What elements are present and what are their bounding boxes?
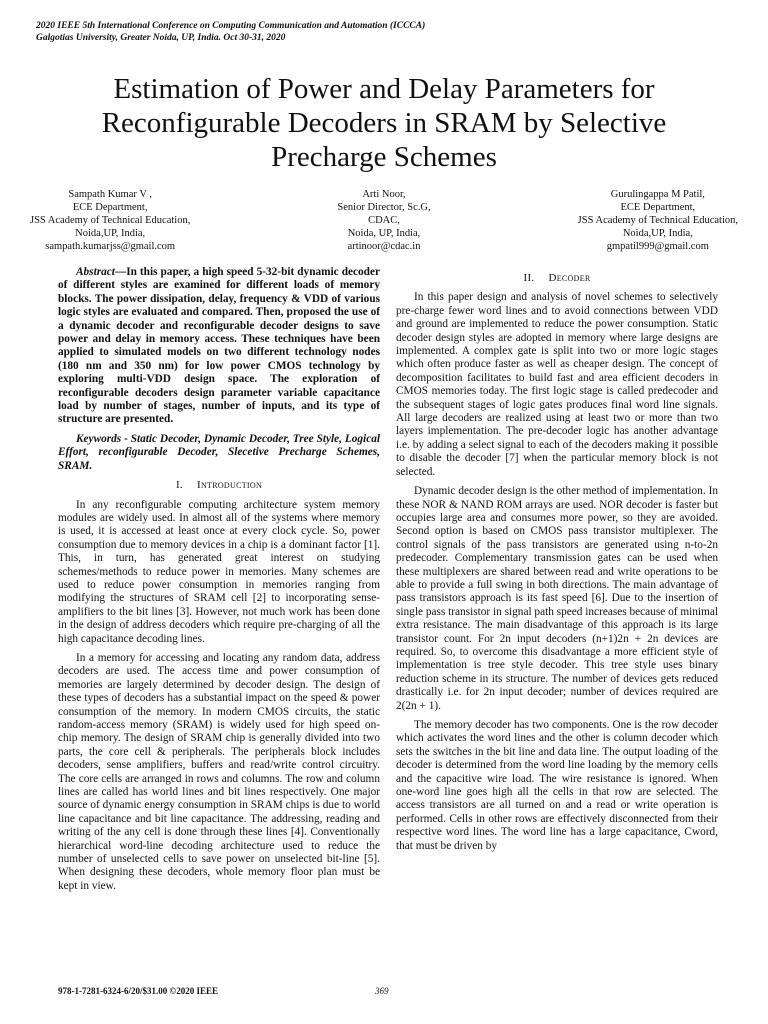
section-heading-decoder (396, 272, 718, 285)
abstract-label: Abstract (76, 266, 115, 278)
author-location: Noida,UP, India, (622, 228, 693, 239)
decoder-paragraph-1: In this paper design and analysis of novel schemes to selectively pre-charge fewer word lines and to avoid connections between VDD and ground are implemented to reduce the power consumption. Static decoder design styles are adopted in memory where large designs are implemented. A complex gate is split into two or more logic stages which often produce faster as well as cheaper design. The concept of decomposition facilitates to build fast and area efficient decoders in CMOS memories today. The first logic stage is called predecoder and the subsequent stages of logic gates produces final word line signals. All large decoders are realized using at least two or more than two layers implementation. The pre-decoder logic has another advantage i.e. by adding a select signal to each of the decoders making it possible to disable the decoder [7] when the particular memory block is not selected. (396, 291, 718, 478)
author-email: sampath.kumarjss@gmail.com (45, 241, 176, 252)
intro-paragraph-1: In any reconfigurable computing architecture system memory modules are widely used. In almost all of the systems where memory is used, it is accessed at least once at every clock cycle. So, power consumption due to memory devices in a chip is a dominant factor [1]. This, in turn, has generated great interest on studying schemes/methods to reduce power in memories. Many schemes are used to reduce power consumption in memories ranging from modifying the structures of SRAM cell [2] to incorporating sense-amplifiers to the bit lines [3]. However, not much work has been done in the design of address decoders which require pre-charging of all the high capacitance decoding lines. (58, 498, 380, 645)
author-institution: JSS Academy of Technical Education, (577, 215, 738, 226)
author-1 (30, 188, 190, 253)
section-number: I. (175, 479, 183, 492)
author-email: gmpatil999@gmail.com (606, 241, 709, 252)
keywords: Keywords - Static Decoder, Dynamic Decoder, Tree Style, Logical Effort, reconfigurable Decoder, Slecetive Precharge Schemes, SRAM. (58, 432, 380, 472)
author-location: Noida,UP, India, (75, 228, 146, 239)
author-affiliation: Senior Director, Sc.G, (337, 202, 431, 213)
author-email: artinoor@cdac.in (347, 241, 421, 252)
author-name: Gurulingappa M Patil, (610, 189, 705, 200)
author-institution: CDAC, (368, 215, 400, 226)
author-location: Noida, UP, India, (347, 228, 421, 239)
author-name: Sampath Kumar V , (68, 189, 152, 200)
author-affiliation: ECE Department, (620, 202, 696, 213)
copyright-notice: 978-1-7281-6324-6/20/$31.00 ©2020 IEEE (58, 986, 218, 996)
left-column (58, 266, 380, 899)
section-title: Introduction (196, 479, 263, 492)
author-institution: JSS Academy of Technical Education, (30, 215, 191, 226)
abstract-text: —In this paper, a high speed 5-32-bit dynamic decoder of different styles are examined for different loads of memory blocks. The power dissipation, delay, frequency & VDD of various logic styles are evaluated and compared. Then, proposed the use of a dynamic decoder and reconfigurable decoder designs to save power and delay in memory access. These techniques have been applied to simulated models on two different technology nodes (180 nm and 350 nm) for low power CMOS technology by exploring multi-VDD design space. The exploration of reconfigurable decoders design parameter variable capacitance load by number of stages, number of inputs, and its type of structure are presented. (58, 266, 380, 426)
paper-title (40, 72, 728, 174)
author-2 (337, 188, 430, 253)
right-column (396, 266, 718, 859)
intro-paragraph-2: In a memory for accessing and locating any random data, address decoders are used. The access time and power consumption of memories are largely determined by decoder design. The design of these types of decoders has a substantial impact on the speed & power consumption of the memory. In modern CMOS circuits, the static random-access memory (SRAM) is widely used for high speed on-chip memory. The design of SRAM chip is generally divided into two parts, the core cell & peripherals. The peripherals block includes decoders, sense amplifiers, buffers and read/write control circuitry. The core cells are arranged in rows and columns. The row and column lines are called has world lines and bit lines respectively. One major source of dynamic energy consumption in SRAM chips is due to world line capacitance and bit line capacitance. The addressing, reading and writing of the any cell is done through these lines [4]. Conventionally hierarchical word-line decoding architecture used to reduce the number of unselected cells to save power on unselected bit-line [5]. When designing these decoders, whole memory floor plan must be kept in view. (58, 651, 380, 892)
title-line-2: Reconfigurable Decoders in SRAM by Selective (101, 107, 667, 139)
section-number: II. (523, 272, 535, 284)
title-line-1: Estimation of Power and Delay Parameters for (113, 73, 655, 105)
page-footer (58, 986, 718, 996)
author-3 (578, 188, 738, 253)
conference-line-2: Galgotias University, Greater Noida, UP, India. Oct 30-31, 2020 (36, 33, 286, 43)
page-number: 369 (375, 986, 389, 996)
conference-header (36, 20, 425, 44)
decoder-paragraph-3: The memory decoder has two components. One is the row decoder which activates the word lines and the other is column decoder which sets the switches in the bit line and data line. The output loading of the decoder is determined from the word line loading by the memory cells and the capacitive wire load. The wire resistance is ignored. When one-word line goes high all the cells in that row are selected. The access transistors are all turned on and a read or write operation is performed. Cells in other rows are effectively disconnected from their respective word lines. The word line has a large capacitance, Cword, that must be driven by (396, 719, 718, 852)
decoder-paragraph-2: Dynamic decoder design is the other method of implementation. In these NOR & NAND ROM arrays are used. NOR decoder is faster but occupies large area and consumes more power, so they are avoided. Second option is based on CMOS pass transistor multiplexer. The control signals of the pass transistors are generated using n-to-2n predecoder. Complementary transmission gates can be used when these multiplexers are shared between read and write operations to be able to provide a full swing in both directions. The main advantage of pass transistors approach is its fast speed [6]. Due to the insertion of single pass transistor in signal path speed increases because of minimal extra resistance. The main disadvantage of this approach is its large transistor count. For 2n input decoders (n+1)2n + 2n devices are required. So, to overcome this disadvantage a more efficient style of implementation is tree style decoder. This tree style uses binary reduction scheme in its structure. The number of devices gets reduced drastically i.e. for 2n input decoder; number of devices required are 2(2n + 1). (396, 485, 718, 712)
author-block (30, 188, 738, 253)
author-name: Arti Noor, (362, 189, 406, 200)
section-title: Decoder (548, 272, 591, 284)
title-line-3: Precharge Schemes (271, 141, 497, 173)
conference-line-1: 2020 IEEE 5th International Conference on Computing Communication and Automation (ICCCA) (36, 21, 426, 31)
author-affiliation: ECE Department, (72, 202, 148, 213)
abstract (58, 266, 380, 427)
section-heading-introduction (58, 479, 380, 492)
